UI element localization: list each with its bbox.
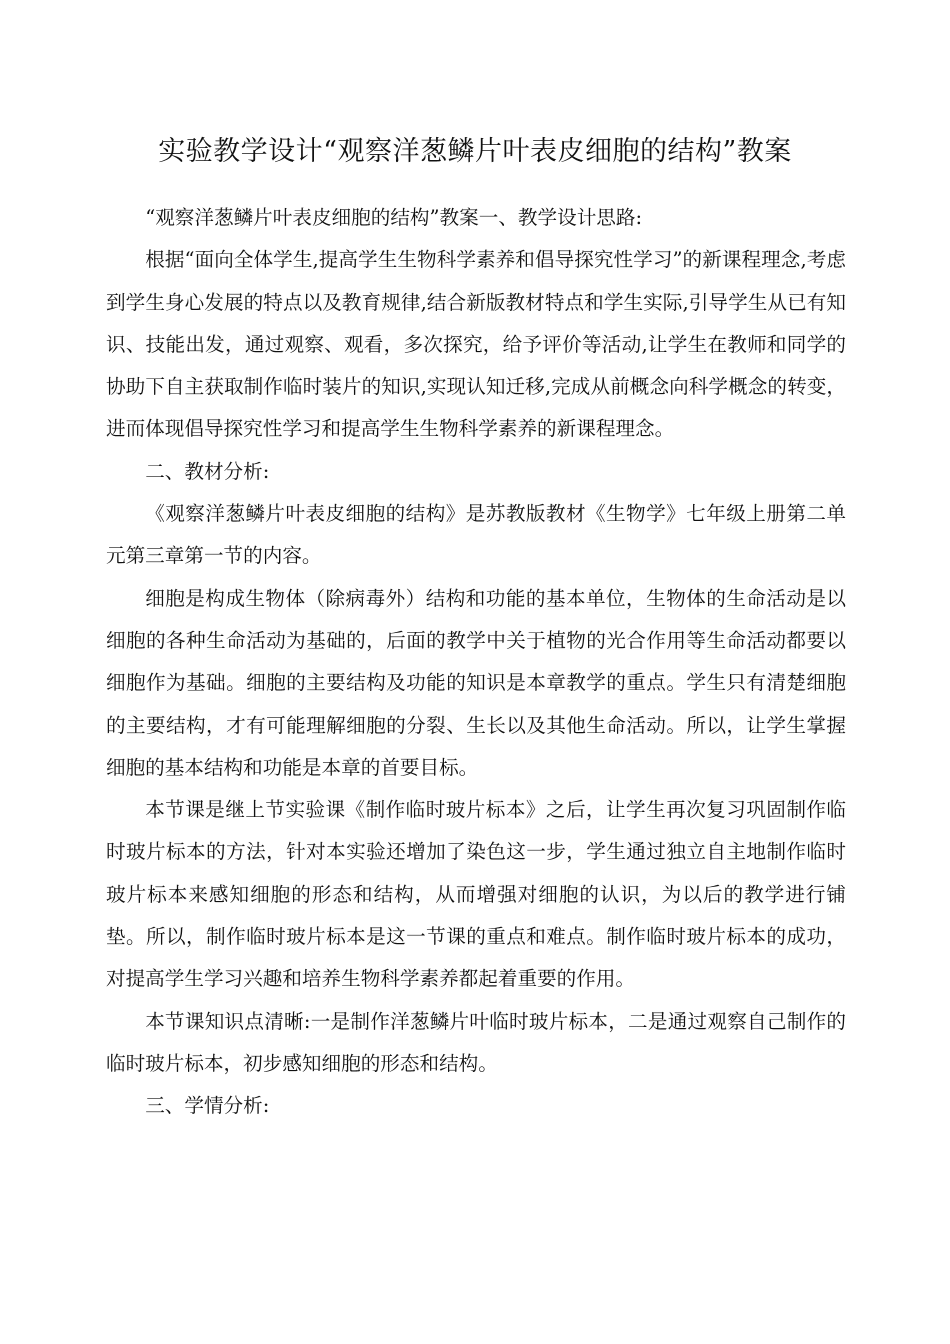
paragraph-knowledge-points: 本节课知识点清晰:一是制作洋葱鳞片叶临时玻片标本，二是通过观察自己制作的临时玻片标本，初步感知细胞的形态和结构。	[106, 1009, 846, 1075]
paragraph-textbook-source: 《观察洋葱鳞片叶表皮细胞的结构》是苏教版教材《生物学》七年级上册第二单元第三章第一节的内容。	[106, 502, 846, 568]
document-title: 实验教学设计“观察洋葱鳞片叶表皮细胞的结构”教案	[158, 136, 792, 167]
document-body	[106, 197, 846, 1128]
section-heading-textbook-analysis: 二、教材分析:	[145, 459, 270, 483]
section-heading-student-analysis: 三、学情分析:	[145, 1094, 270, 1118]
paragraph-cell-basics: 细胞是构成生物体（除病毒外）结构和功能的基本单位，生物体的生命活动是以细胞的各种生命活动为基础的，后面的教学中关于植物的光合作用等生命活动都要以细胞作为基础。细胞的主要结构及功能的知识是本章教学的重点。学生只有清楚细胞的主要结构，才有可能理解细胞的分裂、生长以及其他生命活动。所以，让学生掌握细胞的基本结构和功能是本章的首要目标。	[106, 586, 846, 779]
paragraph-lesson-focus: 本节课是继上节实验课《制作临时玻片标本》之后，让学生再次复习巩固制作临时玻片标本的方法，针对本实验还增加了染色这一步，学生通过独立自主地制作临时玻片标本来感知细胞的形态和结构，从而增强对细胞的认识，为以后的教学进行铺垫。所以，制作临时玻片标本是这一节课的重点和难点。制作临时玻片标本的成功，对提高学生学习兴趣和培养生物科学素养都起着重要的作用。	[106, 798, 846, 991]
paragraph-intro-heading: “观察洋葱鳞片叶表皮细胞的结构”教案一、教学设计思路:	[145, 206, 643, 229]
paragraph-design-idea: 根据“面向全体学生,提高学生生物科学素养和倡导探究性学习”的新课程理念,考虑到学生身心发展的特点以及教育规律,结合新版教材特点和学生实际,引导学生从已有知识、技能出发，通过观察、观看，多次探究，给予评价等活动,让学生在教师和同学的协助下自主获取制作临时装片的知识,实现认知迁移,完成从前概念向科学概念的转变，进而体现倡导探究性学习和提高学生生物科学素养的新课程理念。	[106, 248, 846, 441]
